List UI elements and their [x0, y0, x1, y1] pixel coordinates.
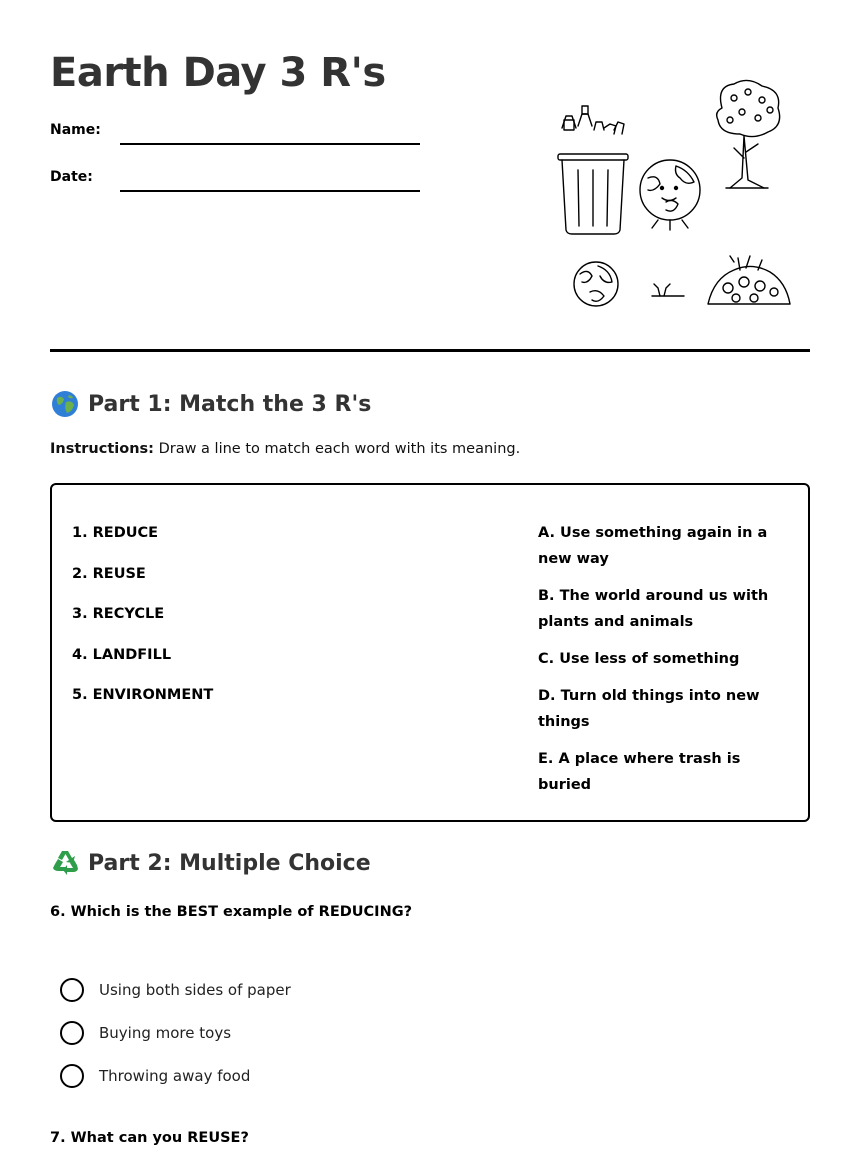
match-word-recycle[interactable]: 3. RECYCLE	[72, 606, 165, 622]
compost-icon	[708, 256, 790, 304]
radio-button[interactable]	[60, 978, 84, 1002]
option-label: Buying more toys	[99, 1023, 232, 1042]
match-definition-d[interactable]: D. Turn old things into new things	[538, 688, 760, 730]
instructions-text: Draw a line to match each word with its meaning.	[153, 441, 521, 457]
name-field[interactable]	[120, 143, 420, 145]
option-row[interactable]	[60, 1011, 291, 1054]
globe-icon	[50, 389, 80, 419]
globe-icon	[574, 262, 618, 306]
matching-box	[50, 483, 810, 822]
definition-list	[538, 523, 798, 812]
question-7: 7. What can you REUSE?	[50, 1130, 249, 1146]
recycling-bin-icon	[558, 106, 628, 234]
date-field[interactable]	[120, 190, 420, 192]
section-divider	[50, 349, 810, 352]
match-word-environment[interactable]: 5. ENVIRONMENT	[72, 687, 214, 703]
match-word-reduce[interactable]: 1. REDUCE	[72, 525, 159, 541]
part1-title-text: Part 1: Match the 3 R's	[88, 391, 372, 417]
match-word-landfill[interactable]: 4. LANDFILL	[72, 646, 172, 663]
question-6-options	[60, 968, 291, 1097]
tree-icon	[717, 80, 780, 188]
match-definition-c[interactable]: C. Use less of something	[538, 651, 740, 667]
page-title: Earth Day 3 R's	[50, 50, 386, 96]
earth-day-illustration	[548, 78, 798, 316]
option-row[interactable]	[60, 1054, 291, 1097]
option-label: Throwing away food	[99, 1066, 251, 1085]
date-label: Date:	[50, 169, 93, 185]
option-row[interactable]	[60, 968, 291, 1011]
name-label: Name:	[50, 122, 101, 138]
earth-face-icon	[640, 160, 700, 230]
option-label: Using both sides of paper	[99, 980, 291, 999]
part2-title-text: Part 2: Multiple Choice	[88, 850, 371, 876]
question-6: 6. Which is the BEST example of REDUCING?	[50, 904, 413, 920]
match-definition-a[interactable]: A. Use something again in a new way	[538, 525, 768, 567]
match-definition-b[interactable]: B. The world around us with plants and animals	[538, 588, 769, 630]
part2-title	[50, 848, 371, 878]
sprout-icon	[652, 284, 684, 296]
recycle-icon	[50, 848, 80, 878]
instructions-label: Instructions:	[50, 441, 154, 457]
part1-title	[50, 389, 371, 419]
word-list	[72, 523, 213, 726]
match-definition-e[interactable]: E. A place where trash is buried	[538, 751, 741, 793]
radio-button[interactable]	[60, 1021, 84, 1045]
match-word-reuse[interactable]: 2. REUSE	[72, 565, 146, 582]
instructions	[50, 441, 520, 457]
radio-button[interactable]	[60, 1064, 84, 1088]
